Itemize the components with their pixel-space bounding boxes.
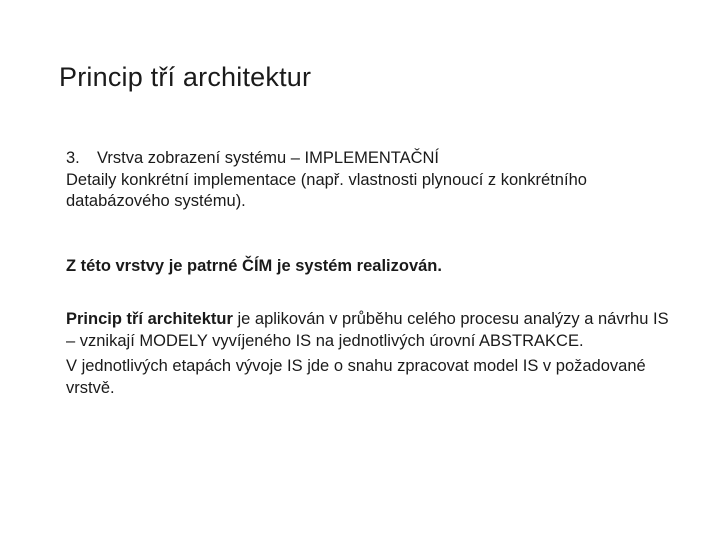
slide-body (66, 148, 676, 399)
details-paragraph: Detaily konkrétní implementace (např. vlastnosti plynoucí z konkrétního databázového systému). (66, 170, 587, 210)
principle-text: je aplikován v průběhu celého procesu analýzy a návrhu IS – vznikají MODELY vyvíjeného IS na jednotlivých úrovní ABSTRAKCE. (66, 310, 669, 350)
item-number: 3. (66, 149, 80, 167)
principle-paragraph (66, 309, 676, 352)
item-heading: Vrstva zobrazení systému – IMPLEMENTAČNÍ (97, 149, 440, 167)
stages-paragraph: V jednotlivých etapách vývoje IS jde o snahu zpracovat model IS v požadované vrstvě. (66, 357, 646, 397)
layer-item (66, 148, 676, 170)
slide-title: Princip tří architektur (59, 62, 312, 92)
emphasis-paragraph: Z této vrstvy je patrné ČÍM je systém realizován. (66, 256, 442, 275)
principle-term: Princip tří architektur (66, 310, 233, 328)
